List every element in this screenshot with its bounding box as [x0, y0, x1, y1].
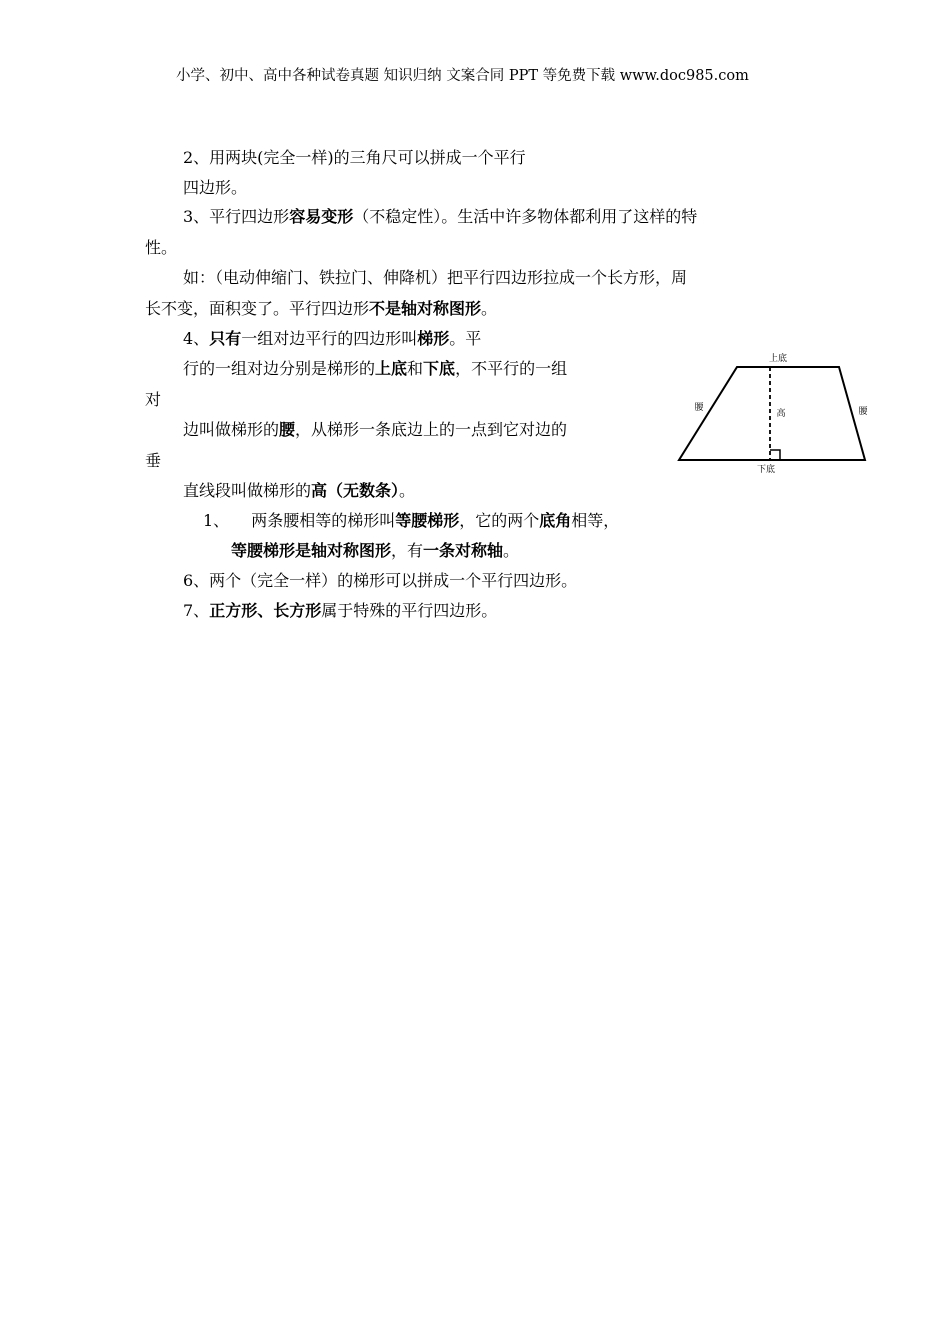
top-base-label: 上底 [768, 354, 788, 364]
right-angle-mark [770, 450, 780, 460]
item-4-line-1: 4、只有一组对边平行的四边形叫梯形。平 [183, 329, 482, 348]
item-6: 6、两个（完全一样）的梯形可以拼成一个平行四边形。 [183, 571, 578, 590]
item-5-line-1: 1、 两条腰相等的梯形叫等腰梯形，它的两个底角相等， [203, 511, 620, 530]
example-line-2: 长不变，面积变了。平行四边形不是轴对称图形。 [145, 299, 498, 318]
item-2-line-1: 2、用两块(完全一样)的三角尺可以拼成一个平行 [183, 148, 526, 167]
trapezoid-figure [672, 348, 882, 478]
item-7: 7、正方形、长方形属于特殊的平行四边形。 [183, 601, 498, 620]
item-4-line-6: 直线段叫做梯形的高（无数条）。 [183, 481, 416, 500]
bottom-base-label: 下底 [756, 465, 776, 475]
item-4-line-2: 行的一组对边分别是梯形的上底和下底，不平行的一组 [183, 359, 568, 378]
item-3-line-1: 3、平行四边形容易变形（不稳定性）。生活中许多物体都利用了这样的特 [183, 207, 698, 226]
item-4-line-4: 边叫做梯形的腰，从梯形一条底边上的一点到它对边的 [183, 420, 568, 439]
item-4-line-5: 垂 [145, 451, 162, 470]
item-3-line-2: 性。 [145, 238, 178, 257]
trapezoid-shape [679, 367, 865, 460]
page-header: 小学、初中、高中各种试卷真题 知识归纳 文案合同 PPT 等免费下载 www.doc985.com [176, 68, 749, 84]
item-5-line-2: 等腰梯形是轴对称图形，有一条对称轴。 [231, 541, 520, 560]
example-line-1: 如：（电动伸缩门、铁拉门、伸降机）把平行四边形拉成一个长方形，周 [183, 268, 688, 287]
right-leg-label: 腰 [858, 407, 868, 417]
height-label: 高 [776, 409, 786, 419]
item-4-line-3: 对 [145, 390, 162, 409]
item-2-line-2: 四边形。 [183, 178, 248, 197]
left-leg-label: 腰 [694, 403, 704, 413]
